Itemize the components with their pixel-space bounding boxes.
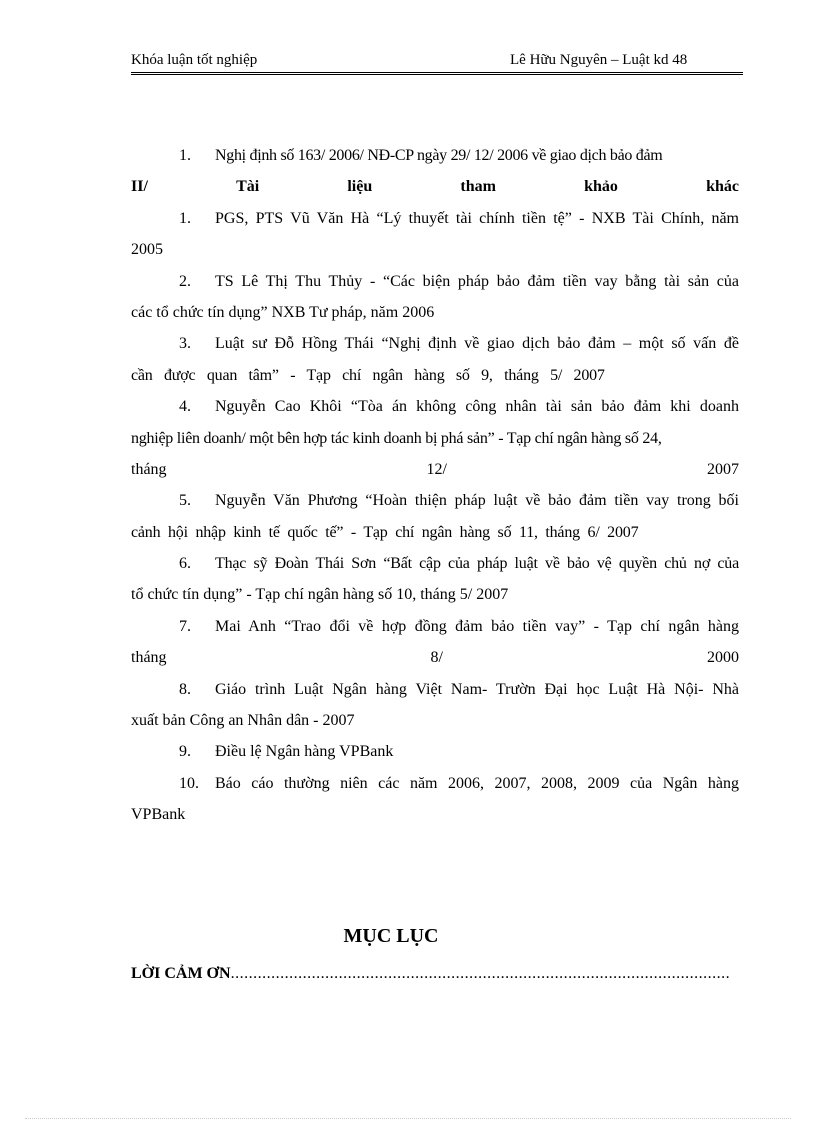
section-word: liệu	[347, 178, 373, 196]
list-item-continuation: tổ chức tín dụng” - Tạp chí ngân hàng số 10, tháng 5/ 2007	[131, 586, 509, 604]
section-word: khảo	[584, 178, 618, 196]
item-number: 2.	[179, 272, 191, 290]
list-item-continuation: các tổ chức tín dụng” NXB Tư pháp, năm 2006	[131, 303, 435, 321]
list-item-continuation: xuất bản Công an Nhân dân - 2007	[131, 712, 355, 730]
list-item-continuation	[131, 642, 739, 673]
item-text: Luật sư Đỗ Hồng Thái “Nghị định về giao dịch bảo đảm – một số vấn đề	[215, 335, 739, 353]
list-item-continuation: VPBank	[131, 806, 186, 824]
references-list	[131, 140, 739, 831]
list-item	[131, 611, 739, 642]
date-part: 2000	[707, 649, 739, 667]
running-header	[131, 52, 743, 74]
section-word: Tài	[236, 178, 260, 196]
list-item	[131, 140, 739, 171]
list-item-continuation	[131, 454, 739, 485]
section-word: tham	[460, 178, 496, 196]
list-item	[131, 266, 739, 297]
item-text: TS Lê Thị Thu Thủy - “Các biện pháp bảo đảm tiền vay bằng tài sản của	[215, 272, 739, 290]
date-part: 8/	[430, 649, 443, 667]
item-number: 5.	[179, 492, 191, 510]
list-item-continuation: 2005	[131, 241, 163, 259]
list-item	[131, 736, 739, 767]
item-number: 3.	[179, 335, 191, 353]
page-bottom-border	[25, 1118, 791, 1119]
list-item	[131, 768, 739, 799]
date-part: 12/	[426, 460, 447, 478]
item-text: Nguyễn Cao Khôi “Tòa án không công nhân tài sản bảo đảm khi doanh	[215, 398, 739, 416]
item-number: 7.	[179, 617, 191, 635]
item-text: Mai Anh “Trao đổi về hợp đồng đảm bảo tiền vay” - Tạp chí ngân hàng	[215, 617, 739, 635]
list-item-continuation: cần được quan tâm” - Tạp chí ngân hàng số 9, tháng 5/ 2007	[131, 366, 605, 384]
item-text: Giáo trình Luật Ngân hàng Việt Nam- Trườn Đại học Luật Hà Nội- Nhà	[215, 680, 739, 698]
header-right-text: Lê Hữu Nguyên – Luật kd 48	[510, 52, 688, 68]
item-text: Báo cáo thường niên các năm 2006, 2007, 2008, 2009 của Ngân hàng	[215, 774, 739, 792]
item-text: Thạc sỹ Đoàn Thái Sơn “Bất cập của pháp luật về bảo vệ quyền chủ nợ của	[215, 555, 739, 573]
item-text: Điều lệ Ngân hàng VPBank	[215, 743, 394, 761]
list-item	[131, 203, 739, 234]
list-item	[131, 674, 739, 705]
item-text: Nguyễn Văn Phương “Hoàn thiện pháp luật về bảo đảm tiền vay trong bối	[215, 492, 739, 510]
header-rule	[131, 72, 743, 75]
toc-entry-label: LỜI CẢM ƠN	[131, 965, 231, 982]
list-item-continuation: nghiệp liên doanh/ một bên hợp tác kinh doanh bị phá sản” - Tạp chí ngân hàng số 24,	[131, 429, 662, 447]
list-item	[131, 391, 739, 422]
item-number: 1.	[179, 209, 191, 227]
date-part: tháng	[131, 460, 167, 478]
toc-title	[131, 925, 816, 948]
item-text: Nghị định số 163/ 2006/ NĐ-CP ngày 29/ 12/ 2006 về giao dịch bảo đảm	[215, 147, 663, 164]
item-number: 1.	[179, 147, 191, 164]
section-word: khác	[706, 178, 739, 196]
toc-leader-dots	[231, 965, 731, 983]
section-number: II/	[131, 178, 148, 196]
item-number: 9.	[179, 743, 191, 761]
item-number: 10.	[179, 774, 199, 792]
item-text: PGS, PTS Vũ Văn Hà “Lý thuyết tài chính tiền tệ” - NXB Tài Chính, năm	[215, 209, 739, 227]
header-left-text: Khóa luận tốt nghiệp	[131, 52, 258, 68]
toc-entry[interactable]	[131, 963, 731, 983]
item-number: 8.	[179, 680, 191, 698]
list-item	[131, 328, 739, 359]
list-item	[131, 485, 739, 516]
list-item-continuation: cảnh hội nhập kinh tế quốc tế” - Tạp chí ngân hàng số 11, tháng 6/ 2007	[131, 523, 639, 541]
item-number: 4.	[179, 398, 191, 416]
date-part: 2007	[707, 460, 739, 478]
date-part: tháng	[131, 649, 167, 667]
section-heading	[131, 171, 739, 202]
item-number: 6.	[179, 555, 191, 573]
toc-title-text: MỤC LỤC	[343, 925, 439, 947]
list-item	[131, 548, 739, 579]
